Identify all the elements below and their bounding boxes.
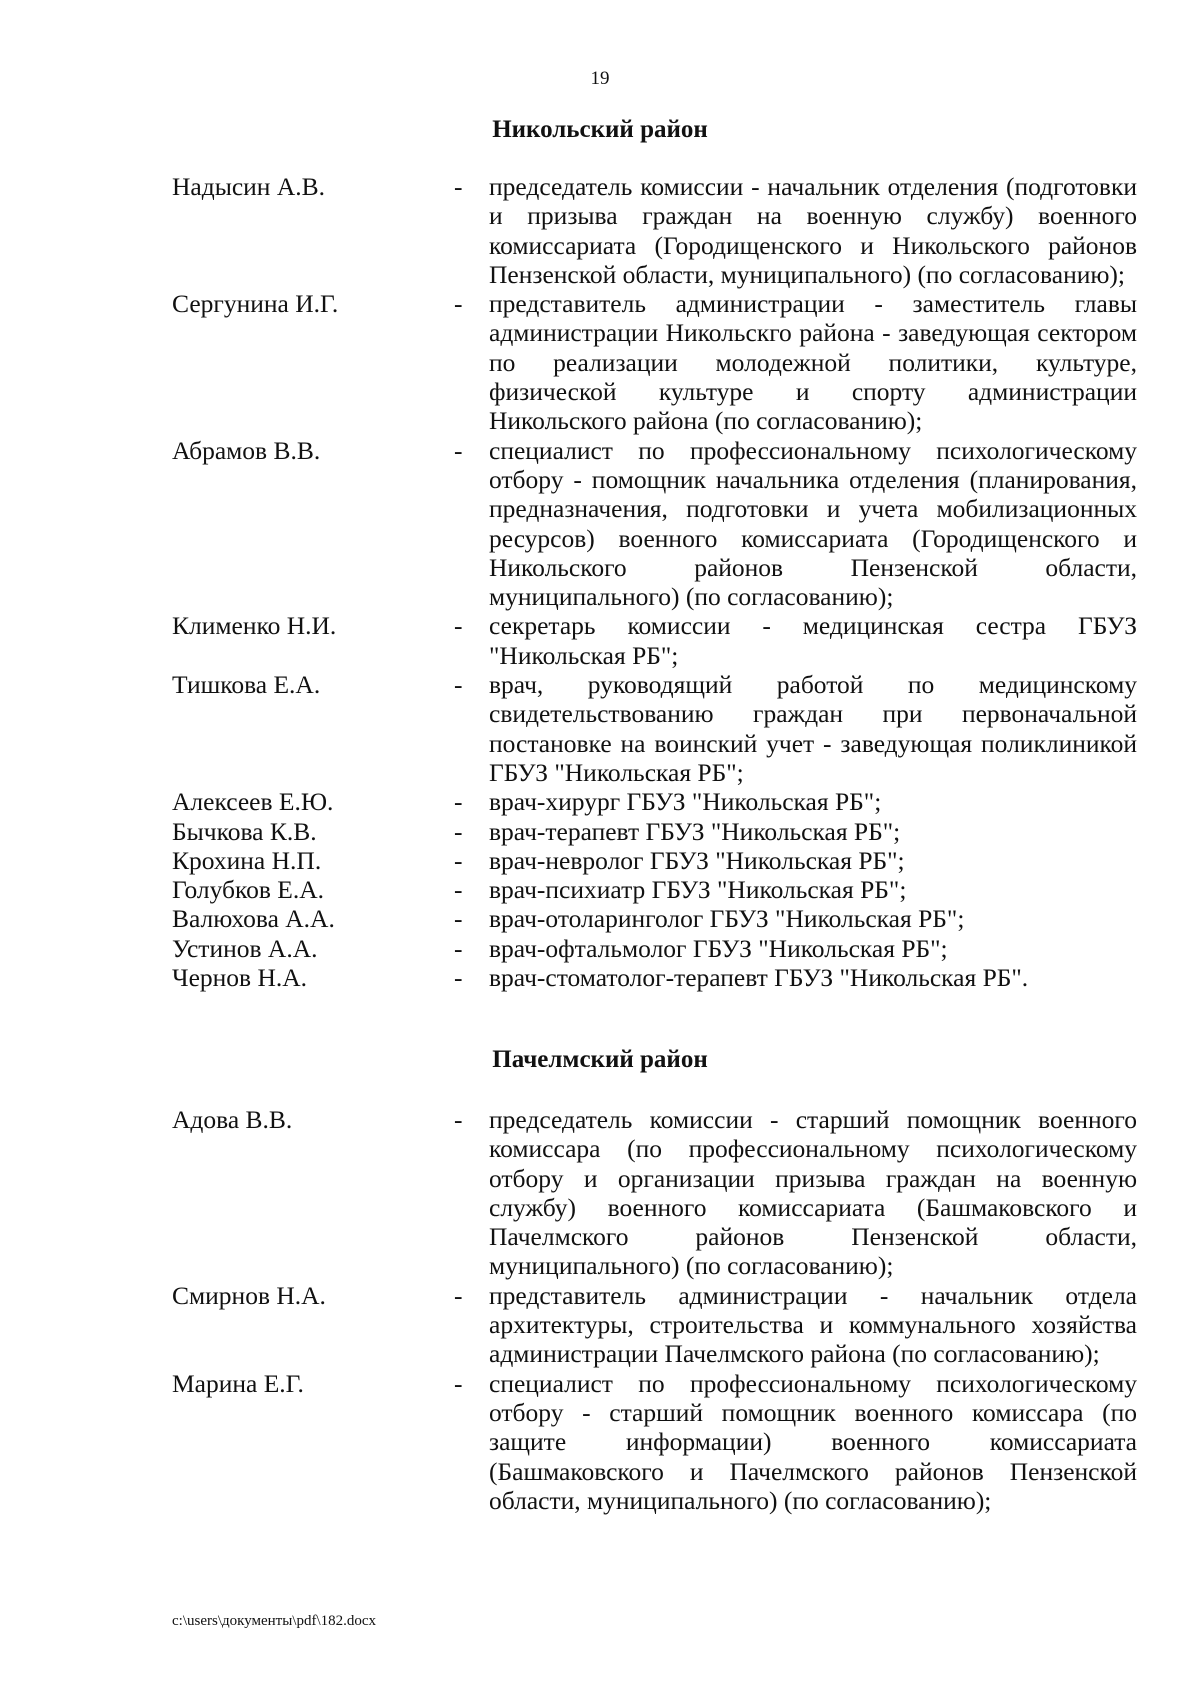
member-role: врач-психиатр ГБУЗ "Никольская РБ"; <box>489 875 907 905</box>
member-role: врач-офтальмолог ГБУЗ "Никольская РБ"; <box>489 933 948 963</box>
member-dash: - <box>454 1280 463 1310</box>
member-name: Смирнов Н.А. <box>172 1280 326 1310</box>
member-role: секретарь комиссии - медицинская сестра ГБУЗ "Никольская РБ"; <box>489 611 1137 670</box>
member-name: Валюхова А.А. <box>172 904 335 934</box>
member-entry <box>172 787 1137 816</box>
member-role: представитель администрации - начальник отдела архитектуры, строительства и коммунального хозяйства администрации Пачелмского района (по согласованию); <box>489 1280 1137 1369</box>
member-name: Адова В.В. <box>172 1105 293 1134</box>
member-dash: - <box>454 289 463 319</box>
member-name: Алексеев Е.Ю. <box>172 787 334 817</box>
member-entry <box>172 817 1137 846</box>
member-name: Чернов Н.А. <box>172 963 308 993</box>
member-dash: - <box>454 611 463 641</box>
member-entry <box>172 611 1137 670</box>
member-dash: - <box>454 787 463 817</box>
member-role: председатель комиссии - старший помощник военного комиссара (по профессиональному психологическому отбору и организации призыва граждан на военную службу) военного комиссариата (Башмаковского и Пачелмского районов Пензенской области, муниципального) (по согласованию); <box>489 1105 1137 1281</box>
member-entry <box>172 1369 1137 1515</box>
member-dash: - <box>454 172 463 201</box>
member-role: врач-невролог ГБУЗ "Никольская РБ"; <box>489 845 905 875</box>
member-role: врач-отоларинголог ГБУЗ "Никольская РБ"; <box>489 904 965 934</box>
member-entry <box>172 436 1137 612</box>
member-dash: - <box>454 875 463 905</box>
member-entry <box>172 875 1137 904</box>
page-number: 19 <box>590 68 610 89</box>
member-entry <box>172 1105 1137 1281</box>
member-role: представитель администрации - заместитель главы администрации Никольскго района - заведующая сектором по реализации молодежной политики, культуре, физической культуре и спорту администрации Никольского района (по согласованию); <box>489 289 1137 436</box>
member-name: Тишкова Е.А. <box>172 670 321 700</box>
member-entry <box>172 1281 1137 1369</box>
member-name: Клименко Н.И. <box>172 611 337 641</box>
member-role: врач-терапевт ГБУЗ "Никольская РБ"; <box>489 816 901 846</box>
section-title-pachelmsky: Пачелмский район <box>492 1046 708 1073</box>
member-dash: - <box>454 1368 463 1398</box>
section-title-nikolsky: Никольский район <box>492 116 708 143</box>
members-list-pachelmsky <box>172 1105 1137 1515</box>
member-role: специалист по профессиональному психологическому отбору - старший помощник военного комиссара (по защите информации) военного комиссариата (Башмаковского и Пачелмского районов Пензенской области, муниципального) (по согласованию); <box>489 1368 1137 1515</box>
member-dash: - <box>454 670 463 700</box>
member-role: специалист по профессиональному психологическому отбору - помощник начальника отделения (планирования, предназначения, подготовки и учета мобилизационных ресурсов) военного комиссариата (Городищенского и Никольского районов Пензенской области, муниципального) (по согласованию); <box>489 435 1137 612</box>
member-entry <box>172 963 1137 992</box>
member-entry <box>172 289 1137 435</box>
member-name: Сергунина И.Г. <box>172 289 339 319</box>
member-name: Бычкова К.В. <box>172 816 317 846</box>
member-entry <box>172 934 1137 963</box>
member-role: врач, руководящий работой по медицинскому свидетельствованию граждан при первоначальной постановке на воинский учет - заведующая поликлиникой ГБУЗ "Никольская РБ"; <box>489 670 1137 787</box>
member-entry <box>172 904 1137 933</box>
member-dash: - <box>454 904 463 934</box>
footer-file-path: c:\users\документы\pdf\182.docx <box>172 1613 377 1629</box>
member-name: Марина Е.Г. <box>172 1368 304 1398</box>
member-entry <box>172 846 1137 875</box>
member-entry <box>172 670 1137 787</box>
member-name: Крохина Н.П. <box>172 845 322 875</box>
member-name: Устинов А.А. <box>172 933 318 963</box>
member-name: Надысин А.В. <box>172 172 325 201</box>
member-dash: - <box>454 845 463 875</box>
member-name: Абрамов В.В. <box>172 435 321 465</box>
member-dash: - <box>454 1105 463 1134</box>
member-role: врач-хирург ГБУЗ "Никольская РБ"; <box>489 787 882 817</box>
member-dash: - <box>454 933 463 963</box>
member-role: врач-стоматолог-терапевт ГБУЗ "Никольская РБ". <box>489 963 1029 993</box>
member-dash: - <box>454 963 463 993</box>
member-role: председатель комиссии - начальник отделения (подготовки и призыва граждан на военную службу) военного комиссариата (Городищенского и Никольского районов Пензенской области, муниципального) (по согласованию); <box>489 172 1137 289</box>
member-dash: - <box>454 435 463 465</box>
member-entry <box>172 172 1137 289</box>
member-name: Голубков Е.А. <box>172 875 325 905</box>
members-list-nikolsky <box>172 172 1137 992</box>
member-dash: - <box>454 816 463 846</box>
